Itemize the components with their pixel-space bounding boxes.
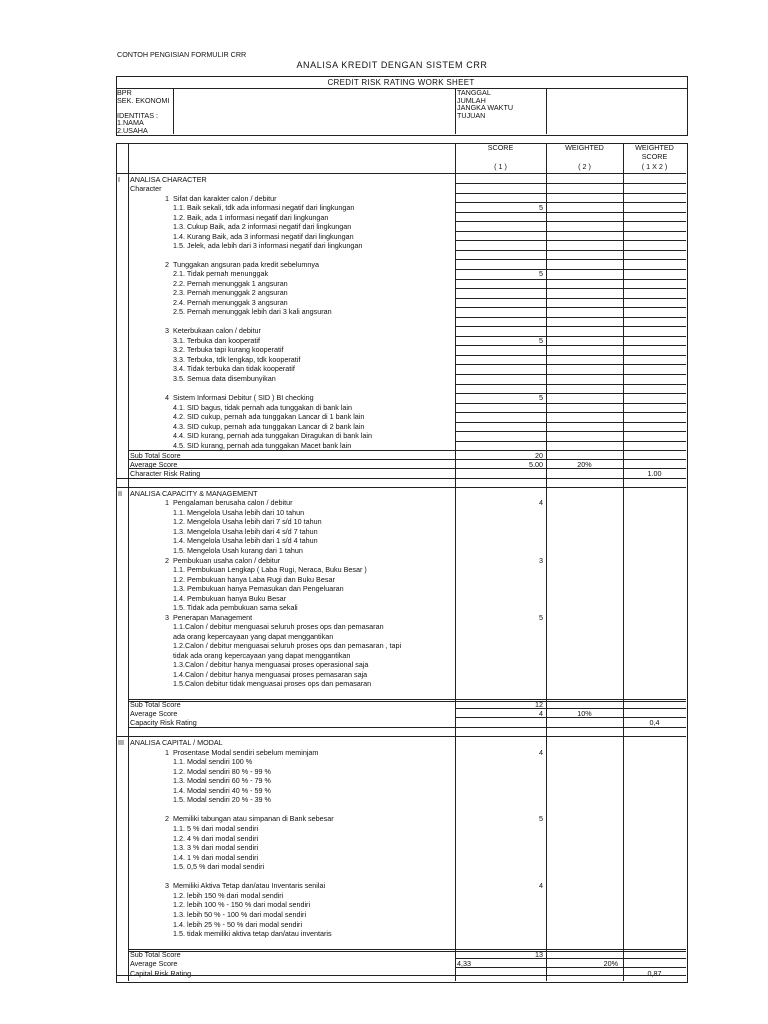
- row-label: ANALISA CHARACTER: [130, 175, 207, 184]
- row-label: Capacity Risk Rating: [130, 718, 197, 727]
- table-row: [0, 767, 768, 776]
- row-score: 13: [535, 950, 543, 959]
- grid-line: [455, 355, 686, 356]
- row-label: Memiliki Aktiva Tetap dan/atau Inventaris senilai: [173, 881, 326, 890]
- row-label: Sub Total Score: [130, 700, 181, 709]
- table-row: [0, 508, 768, 517]
- row-label: 2.4. Pernah menunggak 3 angsuran: [173, 298, 288, 307]
- row-label: 1.3. Cukup Baik, ada 2 informasi negatif dari lingkungan: [173, 222, 352, 231]
- table-row: [0, 403, 768, 412]
- table-row: [0, 594, 768, 603]
- table-row: [0, 843, 768, 852]
- grid-line: [455, 240, 686, 241]
- grid-line: [455, 412, 686, 413]
- row-label: 1.4.Calon / debitur hanya menguasai proses pemasaran saja: [173, 670, 368, 679]
- grid-line: [455, 288, 686, 289]
- row-weighted: 10%: [577, 709, 592, 718]
- grid-line: [455, 345, 686, 346]
- grid-line: [128, 459, 686, 460]
- row-label: 1.3. 3 % dari modal sendiri: [173, 843, 259, 852]
- row-label: 1.5. tidak memiliki aktiva tetap dan/atau inventaris: [173, 929, 332, 938]
- table-row: [0, 613, 768, 622]
- row-score: 5: [539, 814, 543, 823]
- row-label: 3.4. Tidak terbuka dan tidak kooperatif: [173, 364, 295, 373]
- row-weighted: 20%: [603, 959, 618, 968]
- row-score: 4: [539, 498, 543, 507]
- grid-line: [455, 317, 686, 318]
- row-label: 4.1. SID bagus, tidak pernah ada tunggakan di bank lain: [173, 403, 353, 412]
- row-label: Sifat dan karakter calon / debitur: [173, 194, 277, 203]
- grid-line: [455, 384, 686, 385]
- grid-line: [455, 231, 686, 232]
- table-row: [0, 498, 768, 507]
- page-title: ANALISA KREDIT DENGAN SISTEM CRR: [296, 60, 488, 70]
- row-label: 1.3. Mengelola Usaha lebih dari 4 s/d 7 tahun: [173, 527, 318, 536]
- table-row: [0, 651, 768, 660]
- grid-line: [128, 727, 686, 728]
- grid-line: [455, 422, 686, 423]
- row-label: 2.2. Pernah menunggak 1 angsuran: [173, 279, 288, 288]
- table-row: [0, 575, 768, 584]
- table-row: [0, 288, 768, 297]
- row-score: 5: [539, 336, 543, 345]
- table-row: [0, 469, 768, 478]
- grid-line: [455, 958, 686, 959]
- grid-line: [455, 326, 686, 327]
- row-label: 1.5. Jelek, ada lebih dari 3 informasi negatif dari lingkungan: [173, 241, 363, 250]
- row-label: ANALISA CAPACITY & MANAGEMENT: [130, 489, 258, 498]
- row-weighted-score: 0,87: [647, 969, 662, 978]
- info-left-label: 1.NAMA: [117, 118, 144, 127]
- info-right-label: TUJUAN: [457, 110, 486, 120]
- table-row: [0, 556, 768, 565]
- table-row: [0, 748, 768, 757]
- table-row: [0, 834, 768, 843]
- row-label: Sistem Informasi Debitur ( SID ) BI checking: [173, 393, 314, 402]
- row-score: 5: [539, 613, 543, 622]
- grid-line: [116, 975, 686, 976]
- row-score: 4: [539, 709, 543, 718]
- row-label: 1.2. Baik, ada 1 informasi negatif dari lingkungan: [173, 213, 329, 222]
- row-section-number: I: [118, 175, 120, 184]
- grid-line: [455, 193, 686, 194]
- grid-line: [455, 717, 686, 718]
- row-label: Average Score: [130, 709, 178, 718]
- table-row: [0, 355, 768, 364]
- row-label: 1.3.Calon / debitur hanya menguasai proses operasional saja: [173, 660, 369, 669]
- row-label: 1.2. Mengelola Usaha lebih dari 7 s/d 10 tahun: [173, 517, 322, 526]
- col-weighted-header: WEIGHTED: [565, 143, 604, 152]
- grid-line: [455, 393, 686, 394]
- table-row: [0, 393, 768, 402]
- row-label: 1.2. lebih 100 % - 150 % dari modal sendiri: [173, 900, 311, 909]
- table-row: [0, 431, 768, 440]
- row-label: 1.2. lebih 150 % dari modal sendiri: [173, 891, 284, 900]
- grid-line: [455, 374, 686, 375]
- table-row: [0, 222, 768, 231]
- row-weighted-score: 0,4: [649, 718, 660, 727]
- table-row: [0, 603, 768, 612]
- row-label: 1.5.Calon debitur tidak menguasai proses ops dan pemasaran: [173, 679, 372, 688]
- table-row: [0, 929, 768, 938]
- row-item-number: 3: [165, 326, 169, 335]
- row-label: 3.5. Semua data disembunyikan: [173, 374, 276, 383]
- table-row: [0, 546, 768, 555]
- grid-line: [455, 336, 686, 337]
- info-right-label: JUMLAH: [457, 95, 486, 105]
- grid-line: [455, 307, 686, 308]
- row-score: 5: [539, 393, 543, 402]
- table-row: [0, 776, 768, 785]
- row-label: 1.4. Modal sendiri 40 % - 59 %: [173, 786, 271, 795]
- table-row: [0, 786, 768, 795]
- row-item-number: 4: [165, 393, 169, 402]
- table-row: [0, 853, 768, 862]
- table-row: [0, 738, 768, 747]
- row-score: 20: [535, 451, 543, 460]
- row-section-number: II: [118, 489, 122, 498]
- row-label: 3.1. Terbuka dan kooperatif: [173, 336, 260, 345]
- table-row: [0, 260, 768, 269]
- worksheet-title: CREDIT RISK RATING WORK SHEET: [327, 78, 475, 87]
- row-label: tidak ada orang kepercayaan yang dapat menggantikan: [173, 651, 351, 660]
- col-score-header: SCORE: [487, 143, 514, 152]
- row-weighted-score: 1.00: [647, 469, 662, 478]
- row-label: 1.4. 1 % dari modal sendiri: [173, 853, 259, 862]
- row-score: 4,33: [457, 959, 471, 968]
- row-score: 5: [539, 269, 543, 278]
- row-label: 3.3. Terbuka, tdk lengkap, tdk kooperatif: [173, 355, 301, 364]
- table-row: [0, 757, 768, 766]
- table-row: [0, 364, 768, 373]
- row-label: 4.4. SID kurang, pernah ada tunggakan Diragukan di bank lain: [173, 431, 372, 440]
- row-weighted: 20%: [577, 460, 592, 469]
- info-left-label: SEK. EKONOMI: [117, 95, 170, 105]
- row-label: 2.1. Tidak pernah menunggak: [173, 269, 269, 278]
- row-label: 1.2. Pembukuan hanya Laba Rugi dan Buku Besar: [173, 575, 335, 584]
- row-label: 1.1. Baik sekali, tdk ada informasi negatif dari lingkungan: [173, 203, 355, 212]
- row-label: Memiliki tabungan atau simpanan di Bank sebesar: [173, 814, 334, 823]
- row-label: Pembukuan usaha calon / debitur: [173, 556, 281, 565]
- grid-line: [455, 279, 686, 280]
- row-label: 4.3. SID cukup, pernah ada tunggakan Lancar di 2 bank lain: [173, 422, 365, 431]
- top-note: CONTOH PENGISIAN FORMULIR CRR: [117, 50, 247, 59]
- row-label: Sub Total Score: [130, 451, 181, 460]
- row-label: 1.3. Modal sendiri 60 % - 79 %: [173, 776, 271, 785]
- table-row: [0, 891, 768, 900]
- table-row: [0, 336, 768, 345]
- row-label: Character: [130, 184, 162, 193]
- row-label: Capital Risk Rating: [130, 969, 192, 978]
- row-score: 5: [539, 203, 543, 212]
- row-score: 4: [539, 748, 543, 757]
- table-row: [0, 814, 768, 823]
- table-row: [0, 422, 768, 431]
- col-wscore-sub: ( 1 X 2 ): [641, 162, 668, 171]
- col-score-sub: ( 1 ): [494, 162, 507, 171]
- row-label: 1.5. Mengelola Usah kurang dari 1 tahun: [173, 546, 303, 555]
- row-label: 4.2. SID cukup, pernah ada tunggakan Lancar di 1 bank lain: [173, 412, 365, 421]
- table-row: [0, 881, 768, 890]
- row-label: ada orang kepercayaan yang dapat menggantikan: [173, 632, 334, 641]
- row-label: 1.4. Kurang Baik, ada 3 informasi negatif dari lingkungan: [173, 232, 354, 241]
- table-row: [0, 900, 768, 909]
- grid-line: [128, 450, 686, 451]
- grid-line: [455, 441, 686, 442]
- row-item-number: 3: [165, 881, 169, 890]
- row-score: 4: [539, 881, 543, 890]
- row-item-number: 2: [165, 814, 169, 823]
- row-label: 4.5. SID kurang, pernah ada tunggakan Macet bank lain: [173, 441, 352, 450]
- grid-line: [116, 478, 686, 479]
- table-row: [0, 298, 768, 307]
- grid-line: [455, 221, 686, 222]
- row-score: 12: [535, 700, 543, 709]
- row-label: Sub Total Score: [130, 950, 181, 959]
- row-label: 1.1.Calon / debitur menguasai seluruh proses ops dan pemasaran: [173, 622, 384, 631]
- grid-line: [455, 212, 686, 213]
- table-row: [0, 641, 768, 650]
- grid-line: [455, 364, 686, 365]
- grid-line: [455, 431, 686, 432]
- grid-line: [455, 403, 686, 404]
- row-item-number: 1: [165, 748, 169, 757]
- grid-line: [128, 701, 686, 702]
- grid-line: [455, 250, 686, 251]
- info-box: [116, 88, 688, 136]
- row-label: 2.3. Pernah menunggak 2 angsuran: [173, 288, 288, 297]
- row-label: 1.4. lebih 25 % - 50 % dari modal sendiri: [173, 920, 303, 929]
- table-row: [0, 660, 768, 669]
- row-label: 1.5. 0,5 % dari modal sendiri: [173, 862, 265, 871]
- row-score: 5.00: [529, 460, 543, 469]
- table-row: [0, 632, 768, 641]
- col-weighted-sub: ( 2 ): [578, 162, 591, 171]
- info-left-label: 2.USAHA: [117, 125, 148, 135]
- info-left-label: BPR: [117, 88, 132, 97]
- info-left-label: IDENTITAS :: [117, 110, 158, 120]
- table-row: [0, 718, 768, 727]
- table-row: [0, 910, 768, 919]
- row-label: 1.2.Calon / debitur menguasai seluruh proses ops dan pemasaran , tapi: [173, 641, 402, 650]
- row-item-number: 1: [165, 498, 169, 507]
- row-score: 3: [539, 556, 543, 565]
- row-label: Keterbukaan calon / debitur: [173, 326, 261, 335]
- row-label: 1.1. 5 % dari modal sendiri: [173, 824, 259, 833]
- table-row: [0, 203, 768, 212]
- row-label: 1.4. Pembukuan hanya Buku Besar: [173, 594, 287, 603]
- grid-line: [455, 202, 686, 203]
- table-row: [0, 862, 768, 871]
- grid-line: [116, 487, 686, 488]
- table-row: [0, 269, 768, 278]
- row-label: 1.2. Modal sendiri 80 % - 99 %: [173, 767, 271, 776]
- table-row: [0, 584, 768, 593]
- grid-line: [128, 468, 686, 469]
- grid-line: [116, 736, 686, 737]
- table-row: [0, 517, 768, 526]
- row-label: 1.1. Modal sendiri 100 %: [173, 757, 253, 766]
- table-row: [0, 279, 768, 288]
- row-label: Average Score: [130, 959, 178, 968]
- row-label: 1.4. Mengelola Usaha lebih dari 1 s/d 4 tahun: [173, 536, 318, 545]
- row-label: 1.2. 4 % dari modal sendiri: [173, 834, 259, 843]
- row-label: 1.1. Mengelola Usaha lebih dari 10 tahun: [173, 508, 305, 517]
- table-row: [0, 241, 768, 250]
- table-row: [0, 622, 768, 631]
- row-label: Tunggakan angsuran pada kredit sebelumnya: [173, 260, 319, 269]
- info-right-label: JANGKA WAKTU: [457, 103, 514, 112]
- table-row: [0, 345, 768, 354]
- row-section-number: III: [118, 738, 124, 747]
- row-label: 3.2. Terbuka tapi kurang kooperatif: [173, 345, 284, 354]
- row-label: Average Score: [130, 460, 178, 469]
- table-row: [0, 920, 768, 929]
- row-item-number: 2: [165, 556, 169, 565]
- grid-line: [455, 967, 686, 968]
- row-item-number: 1: [165, 194, 169, 203]
- table-row: [0, 527, 768, 536]
- table-row: [0, 412, 768, 421]
- grid-line: [455, 298, 686, 299]
- table-row: [0, 184, 768, 193]
- row-label: 1.1. Pembukuan Lengkap ( Laba Rugi, Neraca, Buku Besar ): [173, 565, 367, 574]
- row-label: 1.5. Modal sendiri 20 % - 39 %: [173, 795, 271, 804]
- grid-line: [455, 269, 686, 270]
- table-row: [0, 307, 768, 316]
- table-row: [0, 670, 768, 679]
- table-row: [0, 824, 768, 833]
- table-row: [0, 679, 768, 688]
- table-row: [0, 326, 768, 335]
- row-label: 1.3. lebih 50 % - 100 % dari modal sendiri: [173, 910, 307, 919]
- row-label: ANALISA CAPITAL / MODAL: [130, 738, 223, 747]
- grid-line: [455, 259, 686, 260]
- table-row: [0, 441, 768, 450]
- row-label: Prosentase Modal sendiri sebelum meminjam: [173, 748, 319, 757]
- col-wscore-header-2: SCORE: [641, 152, 668, 161]
- table-row: [0, 489, 768, 498]
- row-label: Character Risk Rating: [130, 469, 201, 478]
- grid-line: [128, 949, 686, 950]
- table-row: [0, 536, 768, 545]
- row-label: 2.5. Pernah menunggak lebih dari 3 kali angsuran: [173, 307, 332, 316]
- grid-line: [128, 699, 686, 700]
- table-row: [0, 374, 768, 383]
- row-label: Penerapan Management: [173, 613, 253, 622]
- grid-line: [455, 708, 686, 709]
- row-item-number: 2: [165, 260, 169, 269]
- grid-line: [455, 183, 686, 184]
- table-row: [0, 795, 768, 804]
- row-label: Pengalaman berusaha calon / debitur: [173, 498, 293, 507]
- table-row: [0, 969, 768, 978]
- info-right-label: TANGGAL: [457, 88, 491, 97]
- grid-line: [128, 951, 686, 952]
- row-label: 1.3. Pembukuan hanya Pemasukan dan Pengeluaran: [173, 584, 344, 593]
- table-row: [0, 565, 768, 574]
- col-wscore-header-1: WEIGHTED: [635, 143, 674, 152]
- row-item-number: 3: [165, 613, 169, 622]
- row-label: 1.5. Tidak ada pembukuan sama sekali: [173, 603, 298, 612]
